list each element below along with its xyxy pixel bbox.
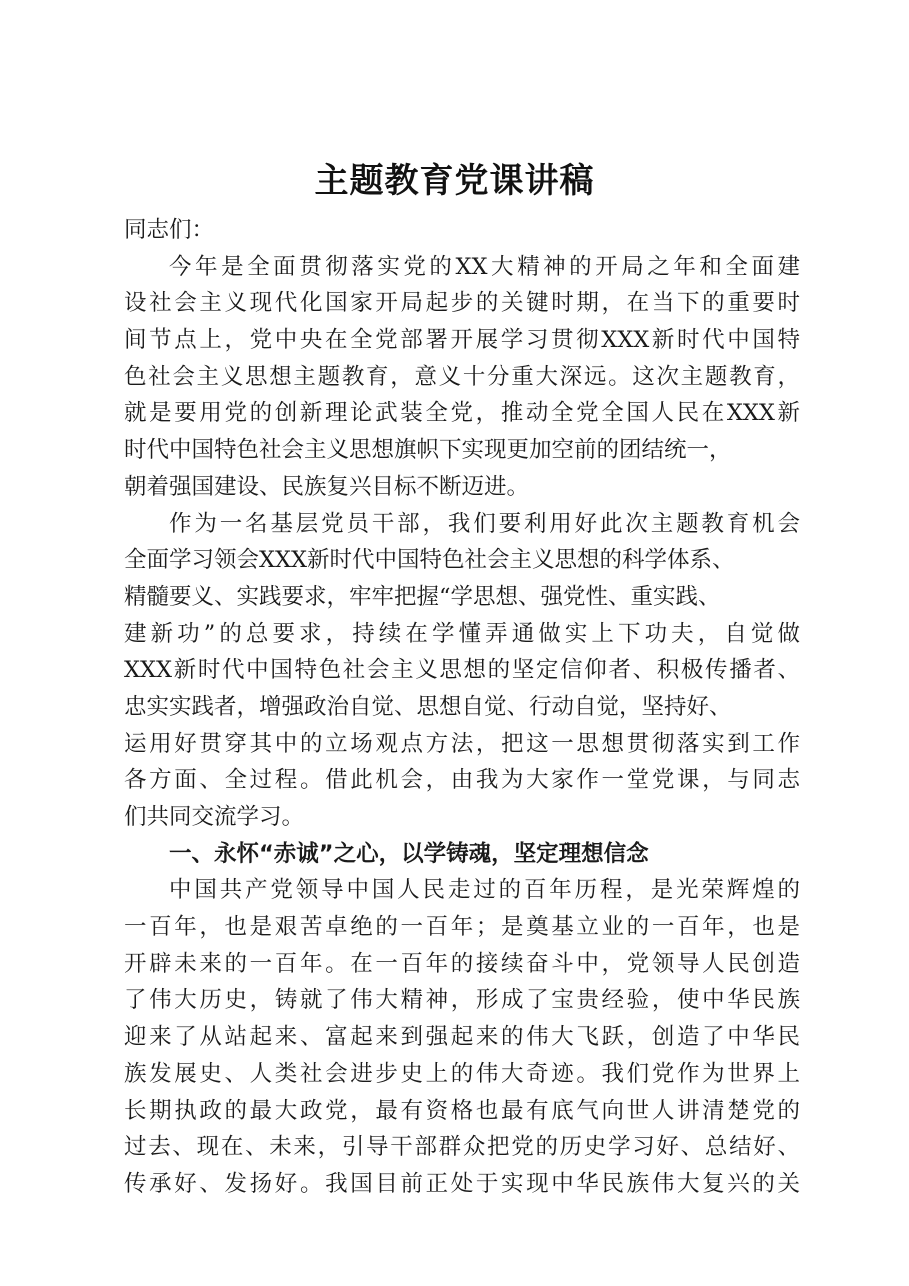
paragraph-line: 开辟未来的一百年。在一百年的接续奋斗中，党领导人民创造 xyxy=(124,950,800,977)
paragraph-line: 一百年，也是艰苦卓绝的一百年；是奠基立业的一百年，也是 xyxy=(124,914,800,941)
paragraph-line: 了伟大历史，铸就了伟大精神，形成了宝贵经验，使中华民族 xyxy=(124,987,800,1014)
document-title: 主题教育党课讲稿 xyxy=(314,161,595,201)
paragraph-line: 族发展史、人类社会进步史上的伟大奇迹。我们党作为世界上 xyxy=(124,1060,800,1087)
paragraph-line: 传承好、发扬好。我国目前正处于实现中华民族伟大复兴的关 xyxy=(124,1170,800,1197)
paragraph-line: 间节点上，党中央在全党部署开展学习贯彻XXX新时代中国特 xyxy=(124,327,800,354)
paragraph-line: 今年是全面贯彻落实党的XX大精神的开局之年和全面建 xyxy=(169,253,800,280)
section-heading: 一、永怀“赤诚”之心，以学铸魂，坚定理想信念 xyxy=(169,840,649,867)
paragraph-line: 精髓要义、实践要求，牢牢把握“学思想、强党性、重实践、 xyxy=(124,583,721,610)
paragraph-line: 就是要用党的创新理论武装全党，推动全党全国人民在XXX新 xyxy=(124,400,800,427)
paragraph-line: 时代中国特色社会主义思想旗帜下实现更加空前的团结统一， xyxy=(124,437,732,464)
paragraph-line: 中国共产党领导中国人民走过的百年历程，是光荣辉煌的 xyxy=(169,877,800,904)
paragraph-line: 全面学习领会XXX新时代中国特色社会主义思想的科学体系、 xyxy=(124,547,735,574)
paragraph-line: 色社会主义思想主题教育，意义十分重大深远。这次主题教育， xyxy=(124,363,800,390)
paragraph-line: 建新功”的总要求，持续在学懂弄通做实上下功夫，自觉做 xyxy=(124,620,800,647)
paragraph-line: 同志们： xyxy=(124,217,215,243)
paragraph-line: 各方面、全过程。借此机会，由我为大家作一堂党课，与同志 xyxy=(124,767,800,794)
paragraph-line: 迎来了从站起来、富起来到强起来的伟大飞跃，创造了中华民 xyxy=(124,1024,800,1051)
paragraph-line: 作为一名基层党员干部，我们要利用好此次主题教育机会 xyxy=(169,510,800,537)
paragraph-line: 运用好贯穿其中的立场观点方法，把这一思想贯彻落实到工作 xyxy=(124,730,800,757)
paragraph-line: 朝着强国建设、民族复兴目标不断迈进。 xyxy=(124,473,530,500)
paragraph-line: 设社会主义现代化国家开局起步的关键时期，在当下的重要时 xyxy=(124,290,800,317)
document-body xyxy=(124,212,800,1203)
paragraph-line: 们共同交流学习。 xyxy=(124,804,305,830)
paragraph-line: XXX新时代中国特色社会主义思想的坚定信仰者、积极传播者、 xyxy=(124,657,800,684)
paragraph-line: 忠实实践者，增强政治自觉、思想自觉、行动自觉，坚持好、 xyxy=(124,693,732,720)
paragraph-line: 过去、现在、未来，引导干部群众把党的历史学习好、总结好、 xyxy=(124,1134,800,1161)
paragraph-line: 长期执政的最大政党，最有资格也最有底气向世人讲清楚党的 xyxy=(124,1097,800,1124)
